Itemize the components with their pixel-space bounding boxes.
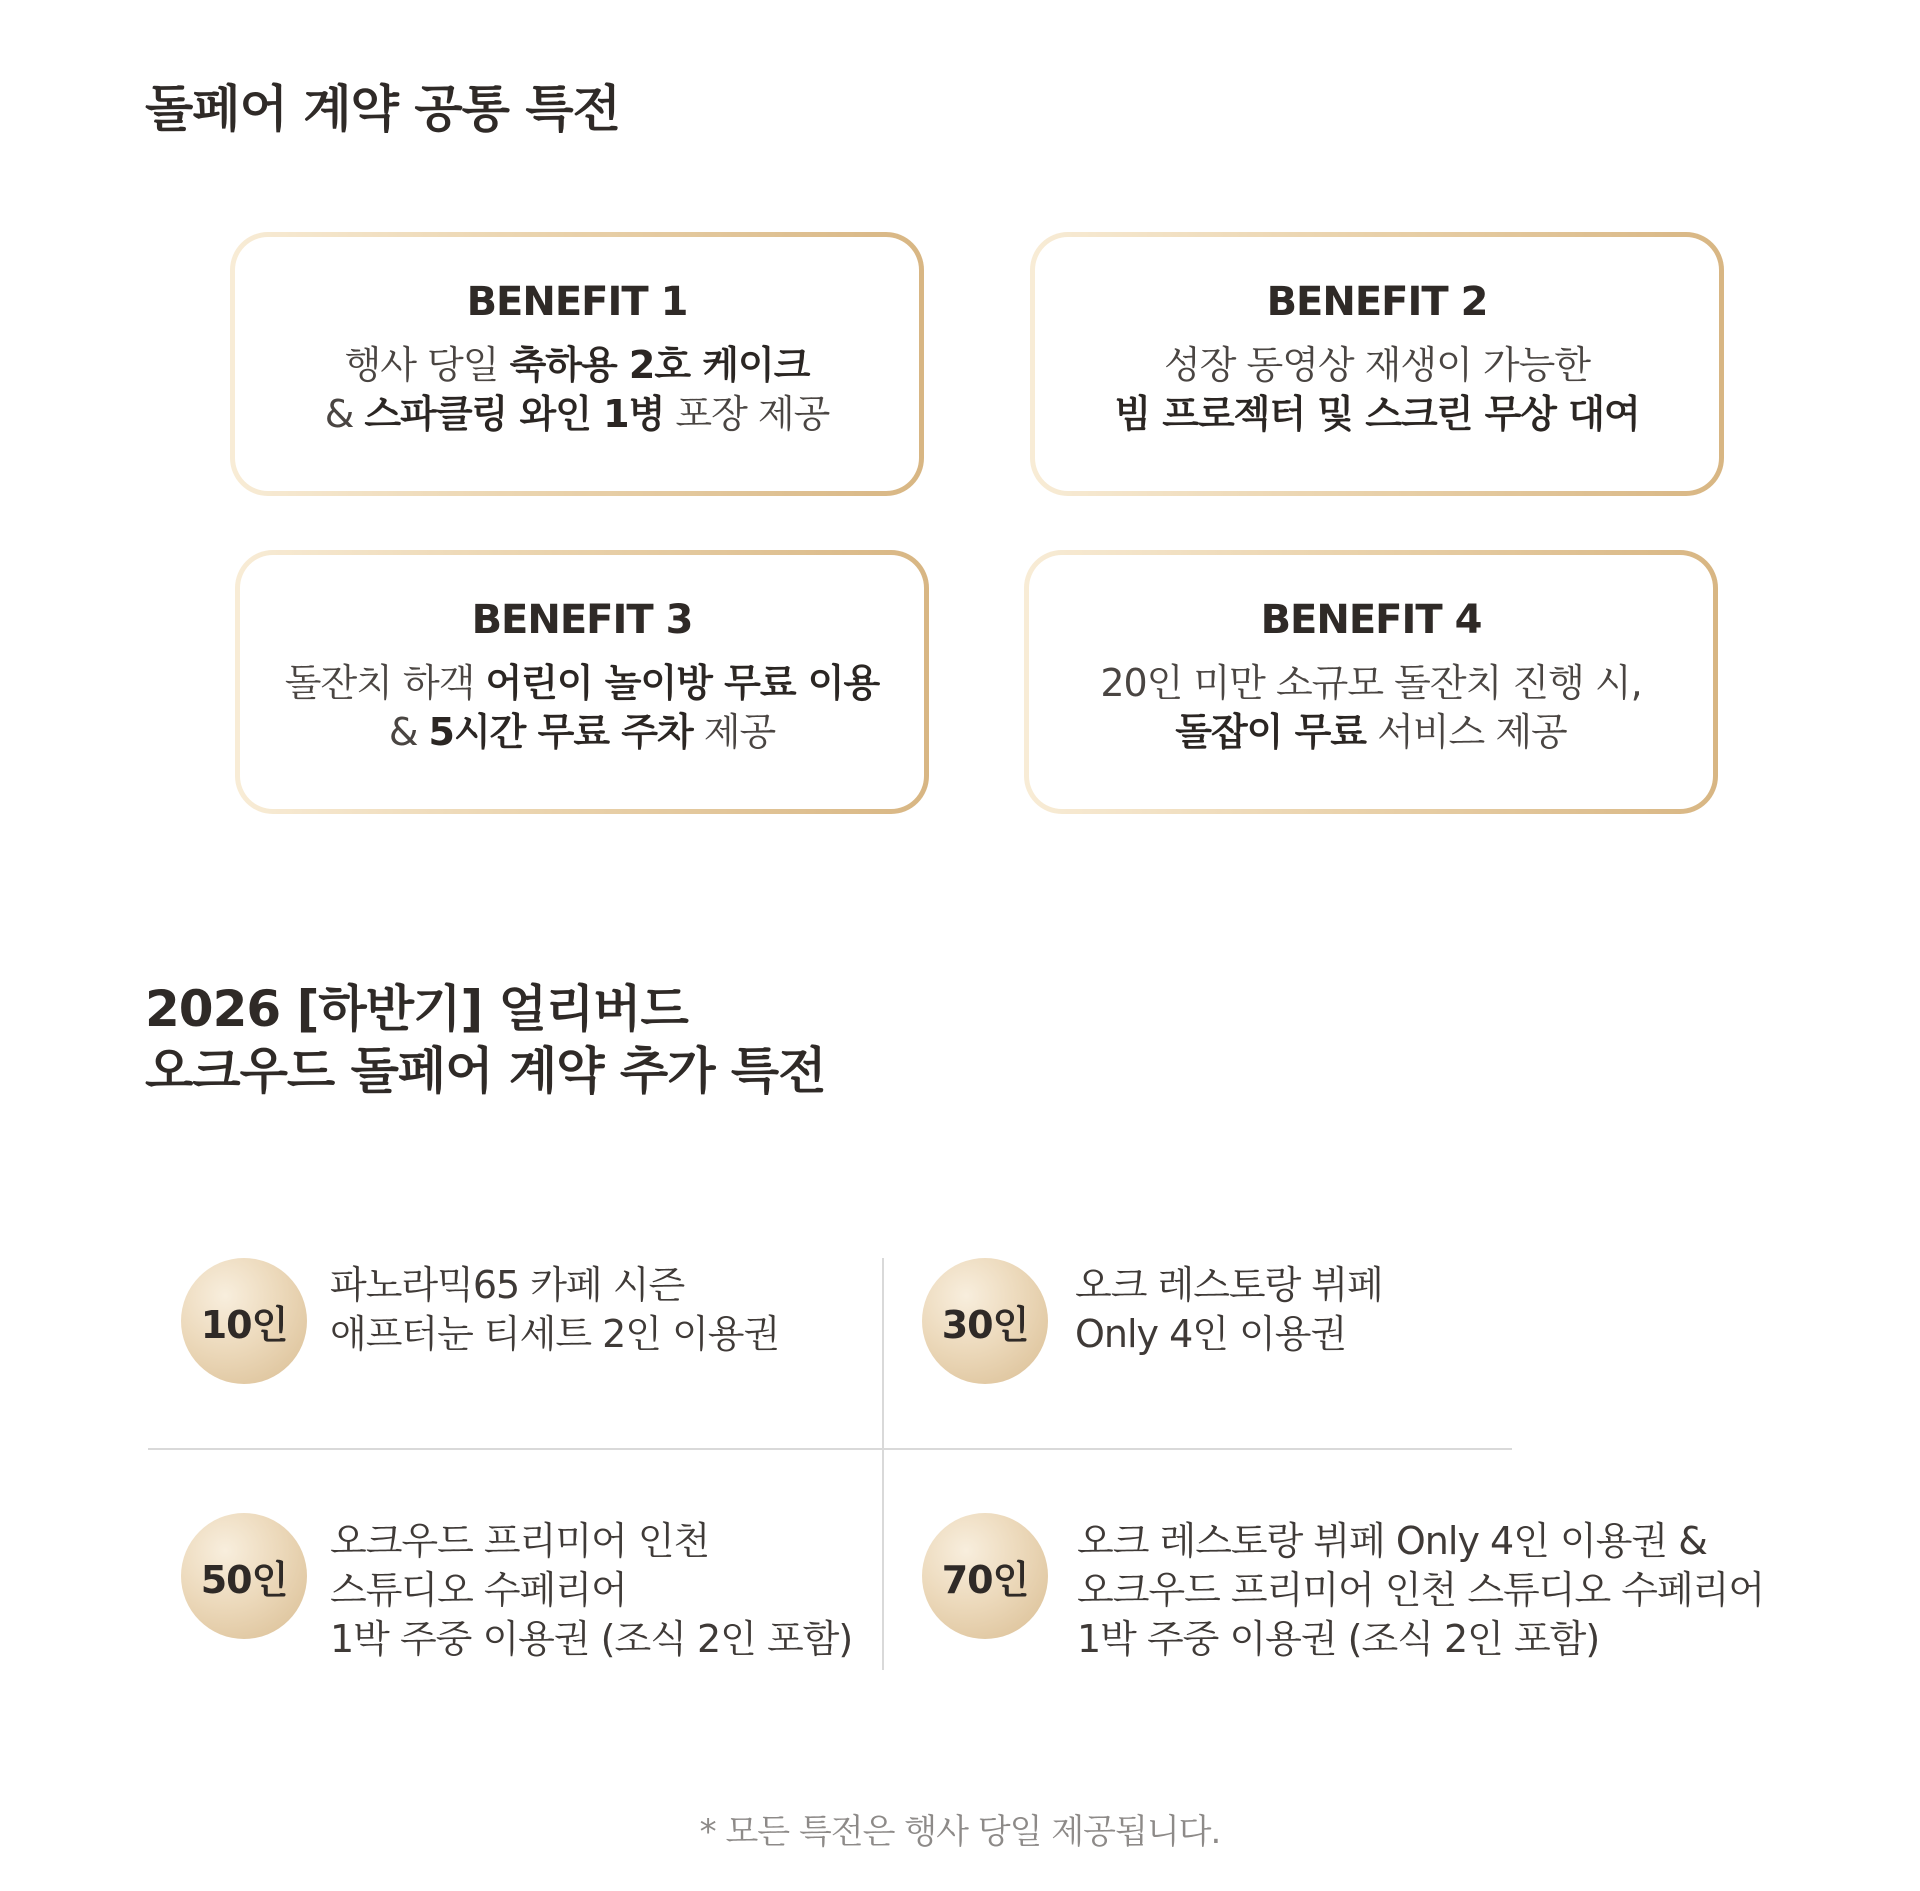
benefit-desc-line-1 (285, 659, 879, 708)
reward-line: 스튜디오 수페리어 (330, 1568, 627, 1612)
reward-line: 1박 주중 이용권 (조식 2인 포함) (1077, 1617, 1600, 1661)
benefit-desc-line-1 (1100, 659, 1641, 708)
body-text: 성장 동영상 재생이 가능한 (1163, 343, 1591, 387)
body-text: 돌잔치 하객 (284, 661, 486, 705)
reward-line: 오크 레스토랑 뷔페 Only 4인 이용권 & (1077, 1519, 1707, 1563)
body-text: 서비스 제공 (1366, 710, 1567, 754)
benefit-card-body (240, 555, 924, 809)
reward-line: 오크우드 프리미어 인천 스튜디오 수페리어 (1077, 1568, 1765, 1612)
highlight-text: 5시간 무료 주차 (428, 710, 693, 754)
early-bird-title-line-1: 2026 [하반기] 얼리버드 (145, 980, 688, 1038)
early-bird-title (145, 978, 826, 1102)
benefit-card-body (1035, 237, 1719, 491)
reward-line: 1박 주중 이용권 (조식 2인 포함) (330, 1617, 853, 1661)
benefit-card-body (1029, 555, 1713, 809)
tier-reward-10 (330, 1261, 779, 1359)
body-text: & (324, 392, 365, 436)
benefit-desc-line-1 (345, 341, 810, 390)
tier-reward-30 (1075, 1261, 1383, 1359)
benefit-desc-line-2 (389, 708, 775, 757)
benefit-card-2 (1030, 232, 1724, 496)
benefit-card-1 (230, 232, 924, 496)
early-bird-title-line-2: 오크우드 돌페어 계약 추가 특전 (145, 1042, 826, 1100)
tier-badge-70: 70인 (922, 1513, 1048, 1639)
benefit-desc-line-2 (1114, 390, 1639, 439)
reward-line: 파노라믹65 카페 시즌 (330, 1263, 685, 1307)
body-text: 포장 제공 (664, 392, 830, 436)
reward-line: 애프터눈 티세트 2인 이용권 (330, 1312, 780, 1356)
benefit-title: BENEFIT 3 (471, 597, 693, 643)
benefit-desc-line-2 (325, 390, 830, 439)
highlight-text: 축하용 2호 케이크 (509, 343, 810, 387)
highlight-text: 어린이 놀이방 무료 이용 (485, 661, 880, 705)
tier-badge-50: 50인 (181, 1513, 307, 1639)
benefit-title: BENEFIT 2 (1266, 279, 1488, 325)
reward-line: 오크 레스토랑 뷔페 (1075, 1263, 1383, 1307)
common-benefits-title: 돌페어 계약 공통 특전 (145, 80, 620, 138)
grid-divider-vertical (882, 1258, 884, 1670)
benefit-card-4 (1024, 550, 1718, 814)
footnote: * 모든 특전은 행사 당일 제공됩니다. (699, 1812, 1221, 1852)
tier-badge-10: 10인 (181, 1258, 307, 1384)
highlight-text: 빔 프로젝터 및 스크린 무상 대여 (1114, 392, 1640, 436)
reward-line: Only 4인 이용권 (1075, 1312, 1347, 1356)
body-text: & (388, 710, 429, 754)
grid-divider-horizontal (148, 1448, 1512, 1450)
benefit-card-3 (235, 550, 929, 814)
benefit-title: BENEFIT 4 (1260, 597, 1482, 643)
benefit-desc-line-1 (1164, 341, 1590, 390)
tier-reward-70 (1077, 1517, 1764, 1664)
tier-badge-30: 30인 (922, 1258, 1048, 1384)
body-text: 20인 미만 소규모 돌잔치 진행 시, (1100, 661, 1642, 705)
body-text: 행사 당일 (344, 343, 510, 387)
tier-reward-50 (330, 1517, 852, 1664)
benefit-card-body (235, 237, 919, 491)
highlight-text: 돌잡이 무료 (1175, 710, 1367, 754)
benefit-title: BENEFIT 1 (466, 279, 688, 325)
highlight-text: 스파클링 와인 1병 (364, 392, 665, 436)
reward-line: 오크우드 프리미어 인천 (330, 1519, 710, 1563)
benefit-desc-line-2 (1175, 708, 1566, 757)
body-text: 제공 (692, 710, 776, 754)
